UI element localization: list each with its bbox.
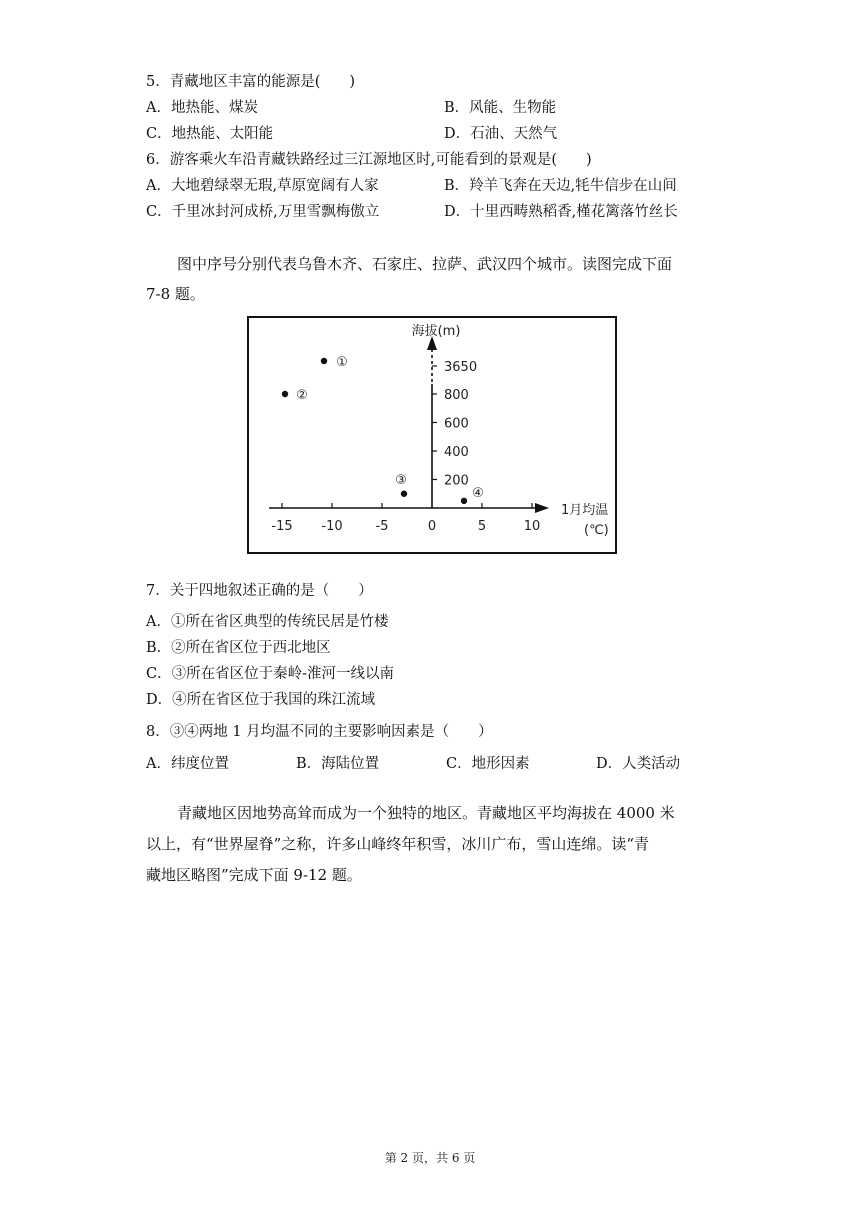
x-tick-label: 5 bbox=[477, 519, 487, 534]
x-tick-label: 10 bbox=[523, 519, 541, 534]
q7-option-a: A．①所在省区典型的传统民居是竹楼 bbox=[146, 614, 389, 630]
x-tick-label: -15 bbox=[271, 519, 293, 534]
q5-stem: 5．青藏地区丰富的能源是( ) bbox=[146, 74, 356, 90]
data-point-label: ① bbox=[336, 355, 348, 370]
y-tick-label: 200 bbox=[444, 473, 469, 489]
x-axis-arrow-icon bbox=[535, 503, 549, 513]
intro-7-8-line2: 7-8 题。 bbox=[146, 285, 205, 303]
x-axis-label: 1月均温 bbox=[561, 503, 609, 518]
data-point-label: ③ bbox=[395, 472, 407, 488]
intro-9-12-line3: 藏地区略图”完成下面 9-12 题。 bbox=[146, 866, 362, 884]
q8-option-b: B．海陆位置 bbox=[296, 756, 380, 772]
q7-option-b: B．②所在省区位于西北地区 bbox=[146, 640, 331, 656]
q6-option-a: A．大地碧绿翠无瑕,草原宽阔有人家 bbox=[146, 178, 379, 194]
data-point bbox=[321, 358, 327, 364]
q6-option-d: D．十里西畴熟稻香,槿花篱落竹丝长 bbox=[444, 204, 678, 220]
chart-ticks bbox=[271, 323, 608, 538]
q6-stem: 6．游客乘火车沿青藏铁路经过三江源地区时,可能看到的景观是( ) bbox=[146, 152, 592, 168]
intro-7-8-line1: 图中序号分别代表乌鲁木齐、石家庄、拉萨、武汉四个城市。读图完成下面 bbox=[177, 255, 673, 273]
x-axis-unit: (℃) bbox=[584, 523, 609, 538]
x-tick-label: -10 bbox=[321, 519, 343, 534]
data-point bbox=[401, 491, 407, 497]
q6-option-c: C．千里冰封河成桥,万里雪飘梅傲立 bbox=[146, 204, 380, 220]
page-footer: 第 2 页，共 6 页 bbox=[384, 1151, 476, 1165]
y-tick-label: 3650 bbox=[444, 360, 478, 375]
x-tick-label: 0 bbox=[427, 519, 437, 534]
q8-option-c: C．地形因素 bbox=[446, 756, 530, 772]
chart-svg bbox=[249, 318, 615, 552]
q6-option-b: B．羚羊飞奔在天边,牦牛信步在山间 bbox=[444, 178, 677, 194]
y-axis-label: 海拔(m) bbox=[411, 324, 461, 339]
q8-option-a: A．纬度位置 bbox=[146, 756, 229, 772]
y-tick-label: 600 bbox=[444, 416, 469, 432]
intro-9-12-line2: 以上，有“世界屋脊”之称，许多山峰终年积雪，冰川广布，雪山连绵。读“青 bbox=[146, 835, 650, 853]
q5-option-d: D．石油、天然气 bbox=[444, 126, 558, 142]
temperature-altitude-chart bbox=[247, 316, 617, 554]
y-tick-label: 800 bbox=[444, 388, 469, 403]
q8-option-d: D．人类活动 bbox=[596, 756, 681, 772]
q7-stem: 7．关于四地叙述正确的是（ ） bbox=[146, 583, 373, 599]
q5-option-a: A．地热能、煤炭 bbox=[146, 100, 258, 116]
intro-9-12-line1: 青藏地区因地势高耸而成为一个独特的地区。青藏地区平均海拔在 4000 米 bbox=[177, 804, 675, 822]
q8-stem: 8．③④两地 1 月均温不同的主要影响因素是（ ） bbox=[146, 724, 493, 740]
q7-option-c: C．③所在省区位于秦岭-淮河一线以南 bbox=[146, 666, 394, 682]
x-tick-label: -5 bbox=[375, 519, 389, 534]
y-tick-label: 400 bbox=[444, 445, 469, 460]
q7-option-d: D．④所在省区位于我国的珠江流域 bbox=[146, 692, 376, 708]
data-point bbox=[282, 391, 288, 397]
data-point-label: ② bbox=[296, 388, 308, 403]
data-point-label: ④ bbox=[472, 485, 484, 501]
q5-option-b: B．风能、生物能 bbox=[444, 100, 557, 116]
data-point bbox=[461, 498, 467, 504]
chart-axes bbox=[269, 336, 549, 513]
q5-option-c: C．地热能、太阳能 bbox=[146, 126, 274, 142]
